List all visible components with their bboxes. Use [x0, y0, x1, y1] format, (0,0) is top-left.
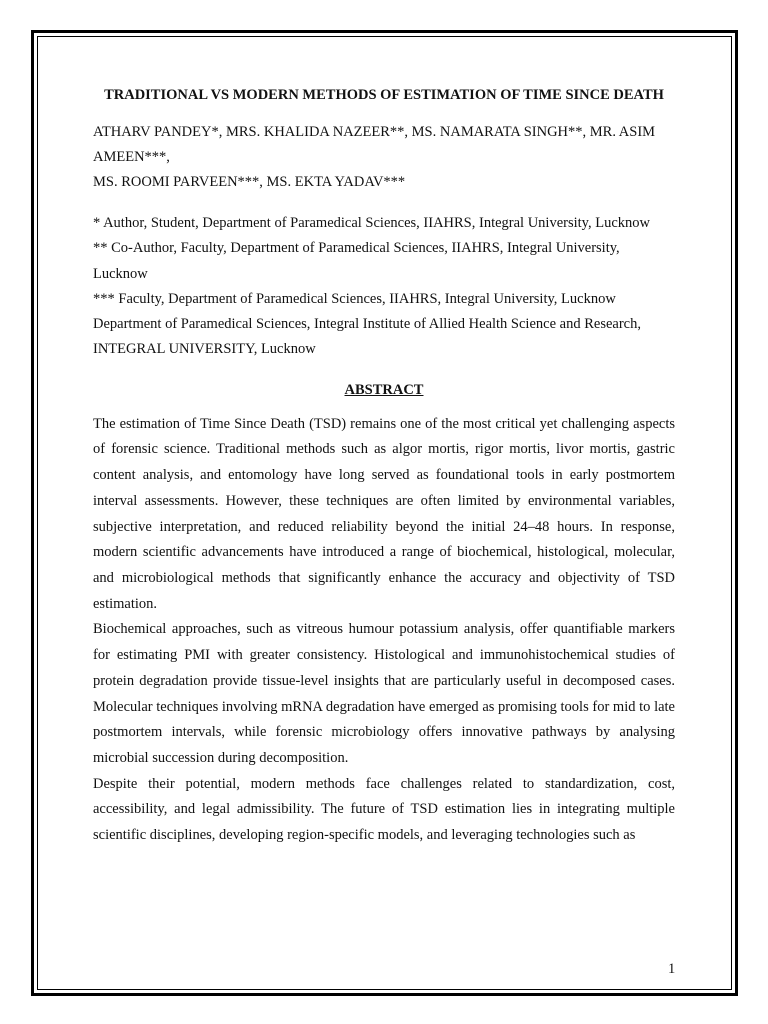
affiliation-line: ** Co-Author, Faculty, Department of Paramedical Sciences, IIAHRS, Integral University, Lucknow — [93, 240, 620, 282]
document-body — [93, 86, 675, 849]
affiliation-line: Department of Paramedical Sciences, Integral Institute of Allied Health Science and Research, — [93, 316, 641, 333]
affiliation-line: *** Faculty, Department of Paramedical Sciences, IIAHRS, Integral University, Lucknow — [93, 290, 616, 307]
affiliation-line: INTEGRAL UNIVERSITY, Lucknow — [93, 341, 316, 358]
affiliation-line: * Author, Student, Department of Paramedical Sciences, IIAHRS, Integral University, Lucknow — [93, 215, 650, 231]
author-line: MS. ROOMI PARVEEN***, MS. EKTA YADAV*** — [93, 174, 406, 190]
author-list — [93, 120, 675, 195]
abstract-paragraph: The estimation of Time Since Death (TSD) remains one of the most critical yet challenging aspects of forensic science. Traditional methods such as algor mortis, rigor mortis, livor mortis, gastric content analysis, and entomology have long served as foundational tools in early postmortem interval assessments. However, these techniques are often limited by environmental variables, subjective interpretation, and reduced reliability beyond the initial 24–48 hours. In response, modern scientific advancements have introduced a range of biochemical, histological, molecular, and microbiological methods that significantly enhance the accuracy and objectivity of TSD estimation. — [93, 415, 675, 612]
abstract-heading: ABSTRACT — [344, 381, 424, 398]
author-line: ATHARV PANDEY*, MRS. KHALIDA NAZEER**, MS. NAMARATA SINGH**, MR. ASIM AMEEN***, — [93, 124, 656, 165]
page-number: 1 — [668, 961, 676, 977]
paper-title: TRADITIONAL VS MODERN METHODS OF ESTIMATION OF TIME SINCE DEATH — [104, 87, 664, 103]
abstract-paragraph: Biochemical approaches, such as vitreous humour potassium analysis, offer quantifiable markers for estimating PMI with greater consistency. Histological and immunohistochemical studies of protein degradation provide tissue-level insights that are particularly useful in decomposed cases. Molecular techniques involving mRNA degradation have emerged as promising tools for mid to late postmortem intervals, while forensic microbiology offers innovative pathways by analysing microbial succession during decomposition. — [93, 621, 675, 766]
abstract-paragraph: Despite their potential, modern methods face challenges related to standardization, cost, accessibility, and legal admissibility. The future of TSD estimation lies in integrating multiple scientific disciplines, developing region-specific models, and leveraging technologies such as — [93, 775, 675, 844]
affiliation-list — [93, 211, 675, 363]
